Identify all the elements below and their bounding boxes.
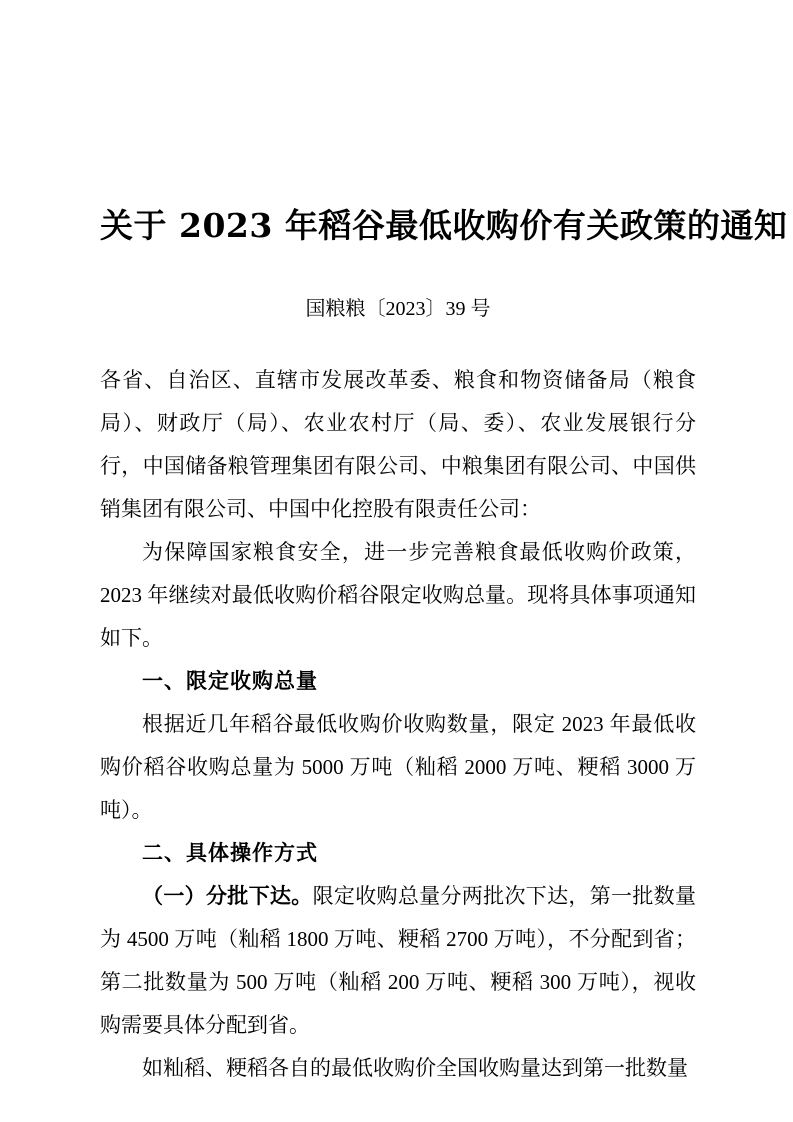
section-2-item-1-continuation: 如籼稻、粳稻各自的最低收购价全国收购量达到第一批数量 — [142, 1056, 688, 1080]
section-2-heading: 二、具体操作方式 — [142, 842, 318, 865]
document-number: 国粮粮〔2023〕39 号 — [305, 298, 491, 320]
document-content — [0, 203, 793, 1090]
section-1-heading: 一、限定收购总量 — [142, 670, 318, 693]
section-1-paragraph: 根据近几年稻谷最低收购价收购数量，限定 2023 年最低收购价稻谷收购总量为 5000 万吨（籼稻 2000 万吨、粳稻 3000 万吨）。 — [100, 712, 696, 822]
section-2-item-1-text: 限定收购总量分两批次下达，第一批数量为 4500 万吨（籼稻 1800 万吨、粳稻 2700 万吨），不分配到省；第二批数量为 500 万吨（籼稻 200 万吨、粳稻 300 万吨），视收购需要具体分配到省。 — [100, 884, 697, 1037]
addressee-paragraph: 各省、自治区、直辖市发展改革委、粮食和物资储备局（粮食局）、财政厅（局）、农业农村厅（局、委）、农业发展银行分行，中国储备粮管理集团有限公司、中粮集团有限公司、中国供销集团有限公司、中国中化控股有限责任公司： — [100, 368, 696, 521]
section-2-item-1 — [100, 875, 696, 1047]
document-body — [100, 359, 696, 1090]
intro-paragraph: 为保障国家粮食安全，进一步完善粮食最低收购价政策，2023 年继续对最低收购价稻谷限定收购总量。现将具体事项通知如下。 — [100, 540, 696, 650]
section-2-item-1-lead: （一）分批下达。 — [142, 884, 313, 908]
document-title: 关于 2023 年稻谷最低收购价有关政策的通知 — [100, 206, 788, 245]
